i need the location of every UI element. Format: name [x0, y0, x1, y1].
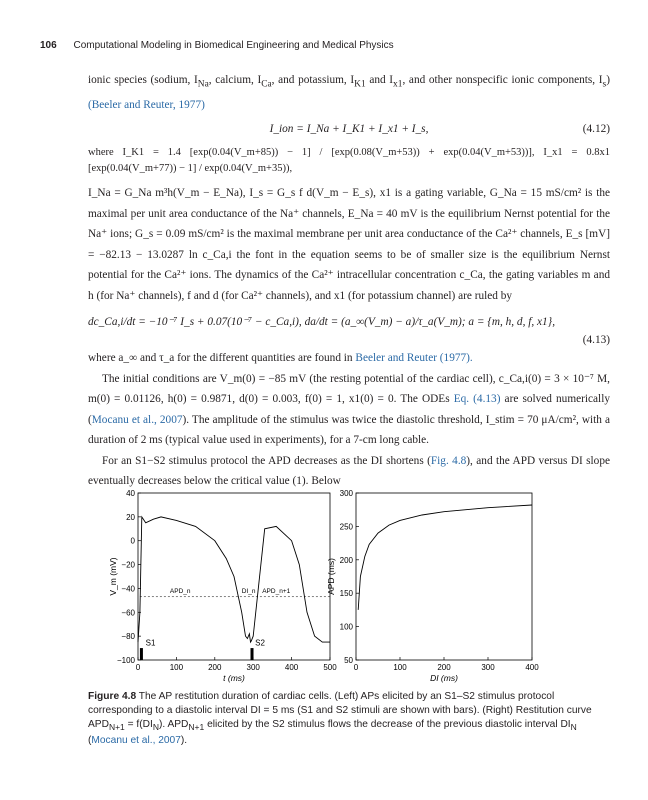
equation-4-12: I_ion = I_Na + I_K1 + I_x1 + I_s, (4.12): [269, 123, 610, 136]
apd-n1-label: APD_n+1: [262, 587, 291, 595]
figure-svg: [88, 485, 610, 688]
left-ytick-label: −20: [121, 560, 135, 570]
equation-4-13: dc_Ca,i/dt = −10⁻⁷ I_s + 0.07(10⁻⁷ − c_Ca,i), da/dt = (a_∞(V_m) − a)/τ_a(V_m); a = {m, h, d, f, x1}, (4.13): [88, 316, 610, 347]
right-ytick-label: 150: [339, 589, 353, 599]
paragraph-4: The initial conditions are V_m(0) = −85 mV (the resting potential of the cardiac cell), c_Ca,i(0) = 3 × 10⁻⁷ M, m(0) = 0.01126, h(0) = 0.9871, d(0) = 0.003, f(0) = 1, x1(0) = 0. The ODEs Eq. (4.13) are solved numerically (Mocanu et al., 2007). The amplitude of the stimulus was twice the diastolic threshold, I_stim = 70 μA/cm², with a duration of 2 ms (typical value used in experiments), for a 7-cm long cable.: [88, 372, 610, 447]
apd-n-label: APD_n: [169, 587, 191, 595]
right-frame: [356, 493, 532, 660]
left-xlabel: t (ms): [223, 673, 245, 683]
left-xtick-label: 500: [323, 663, 337, 672]
left-ytick-label: 40: [126, 489, 135, 498]
di-n-label: DI_n: [241, 587, 256, 595]
figure-4-8: [88, 485, 610, 688]
right-ytick-label: 200: [339, 555, 353, 565]
left-ytick-label: −100: [116, 656, 135, 665]
left-series-line: [138, 517, 330, 642]
right-xtick-label: 100: [393, 663, 407, 672]
left-xtick-label: 200: [208, 663, 222, 672]
where-line: where I_K1 = 1.4 [exp(0.04(V_m+85)) − 1] / [exp(0.08(V_m+53)) + exp(0.04(V_m+53))], I_x1 = 0.8x1 [exp(0.04(V_m+77)) − 1] / exp(0.04(V_m+35)),: [88, 147, 610, 175]
left-xtick-label: 400: [284, 663, 299, 672]
paragraph-3: where a_∞ and τ_a for the different quantities are found in Beeler and Reuter (1977).: [88, 352, 473, 365]
right-series-line: [358, 505, 532, 610]
right-xtick-label: 0: [353, 663, 359, 672]
running-header: [40, 40, 610, 51]
right-ytick-label: 300: [339, 489, 353, 498]
main-text: [88, 70, 610, 492]
right-ylabel: APD (ms): [326, 558, 336, 595]
left-ytick-label: −40: [121, 584, 135, 594]
s1-label: S1: [145, 638, 156, 648]
right-xtick-label: 400: [525, 663, 539, 672]
left-ytick-label: 20: [126, 512, 135, 522]
left-ytick-label: −60: [121, 608, 135, 618]
ref-beeler-reuter[interactable]: (Beeler and Reuter, 1977): [88, 98, 205, 111]
s2-label: S2: [255, 638, 265, 648]
running-title: Computational Modeling in Biomedical Engineering and Medical Physics: [73, 40, 394, 51]
left-ytick-label: 0: [130, 536, 135, 546]
left-xtick-label: 0: [135, 663, 141, 672]
s2-bar: [251, 648, 254, 660]
page-number: 106: [40, 40, 57, 51]
s1-bar: [140, 648, 143, 660]
right-xtick-label: 300: [481, 663, 495, 672]
left-xtick-label: 300: [246, 663, 260, 672]
right-ytick-label: 250: [339, 522, 353, 532]
paragraph-1: ionic species (sodium, $I_{Na}$, calcium, $I_{Ca}$, and potassium, $I_{K1}$ and $I_{x1}$, and other nonspecific ionic components, $I_s$) (Beeler and Reuter, 1977): [88, 74, 610, 111]
left-ytick-label: −80: [121, 632, 135, 642]
right-ytick-label: 50: [344, 656, 353, 665]
paragraph-5: For an S1−S2 stimulus protocol the APD decreases as the DI shortens (Fig. 4.8), and the APD versus DI slope eventually decreases below the critical value (1). Below: [88, 454, 610, 488]
right-xlabel: DI (ms): [430, 673, 458, 683]
left-xtick-label: 100: [169, 663, 184, 672]
paragraph-2: I_Na = G_Na m³h(V_m − E_Na), I_s = G_s f d(V_m − E_s), x1 is a gating variable, G_Na = 15 mS/cm² is the maximal per unit area conductance of the Na⁺ channels, E_Na = 40 mV is the equilibrium Nernst potential for the Na⁺ ions; G_s = 0.09 mS/cm² is the maximal membrane per unit area conductance of the Ca²⁺ channels, E_s [mV] = −82.13 − 13.0287 ln c_Ca,i the font in the equation seems to be of smaller size is the equilibrium Nernst potential for the Ca²⁺ ions. The dynamics of the Ca²⁺ intracellular concentration c_Ca, the gating variables m and h (for Na⁺ channels), f and d (for Ca²⁺ channels), and x1 (for potassium channel) are ruled by: [88, 187, 610, 302]
figure-caption: Figure 4.8 The AP restitution duration of cardiac cells. (Left) APs elicited by an S1–S2 stimulus protocol corresponding to a diastolic interval DI = 5 ms (S1 and S2 stimuli are shown with bars). (Right) Restitution curve $APD_{N+1} = f(DI_N)$. $APD_{N+1}$ elicited by the S2 stimulus flows the decrease of the previous diastolic interval $DI_N$ (Mocanu et al., 2007).: [88, 691, 592, 747]
right-ytick-label: 100: [339, 622, 353, 632]
right-xtick-label: 200: [437, 663, 451, 672]
left-ylabel: V_m (mV): [108, 557, 118, 596]
